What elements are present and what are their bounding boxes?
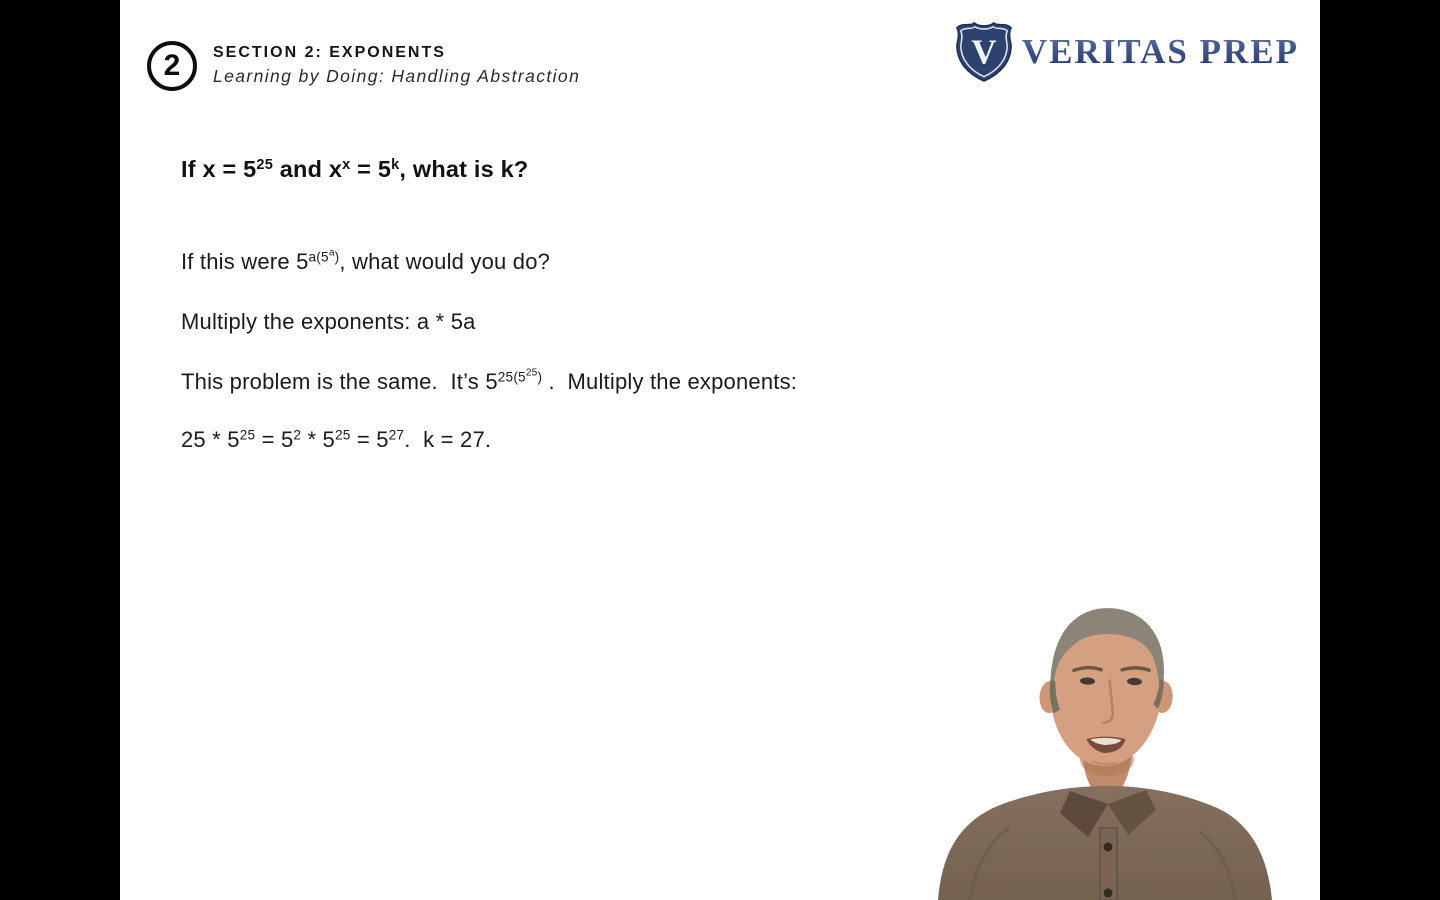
exponent: ) xyxy=(537,369,543,385)
instructor-video xyxy=(930,600,1280,900)
letterbox-left xyxy=(0,0,120,900)
text-segment: = 5 xyxy=(255,427,294,452)
lesson-slide xyxy=(120,0,1320,900)
text-segment: = 5 xyxy=(350,427,389,452)
text-segment: * 5 xyxy=(301,427,335,452)
shield-letter: V xyxy=(971,32,997,72)
shirt-button xyxy=(1104,843,1113,852)
exponent: 25 xyxy=(239,427,256,443)
shirt-button-2 xyxy=(1104,889,1113,898)
text-segment: If x = 5 xyxy=(181,155,257,182)
solution-line-3 xyxy=(181,365,797,399)
solution-line-4 xyxy=(181,423,491,457)
instructor-head xyxy=(1036,605,1177,770)
exponent: 25 xyxy=(256,156,274,173)
exponent: 25(5 xyxy=(497,369,526,385)
section-number-badge xyxy=(147,41,197,91)
text-segment: . k = 27. xyxy=(404,427,492,452)
logo-wordmark: VERITAS PREP xyxy=(1022,19,1299,85)
text-segment: = 5 xyxy=(350,155,392,182)
exponent: a(5 xyxy=(308,249,329,265)
text-segment: 25 * 5 xyxy=(181,427,240,452)
veritas-shield-icon xyxy=(953,19,1015,85)
text-segment: , what would you do? xyxy=(339,249,551,274)
exponent: k xyxy=(391,156,400,173)
veritas-prep-logo xyxy=(953,19,1299,85)
exponent: 25 xyxy=(525,367,538,379)
question-text xyxy=(181,152,528,186)
exponent: a xyxy=(328,247,335,259)
exponent: 27 xyxy=(388,427,405,443)
text-segment: . Multiply the exponents: xyxy=(542,369,798,394)
text-segment: This problem is the same. It’s 5 xyxy=(181,369,498,394)
section-number: 2 xyxy=(163,49,181,82)
exponent: 2 xyxy=(293,427,302,443)
text-segment: and x xyxy=(273,155,343,182)
text-segment: , what is k? xyxy=(399,155,529,182)
text-segment: Multiply the exponents: a * 5a xyxy=(181,309,476,334)
exponent: x xyxy=(342,156,351,173)
section-title: SECTION 2: EXPONENTS xyxy=(213,44,446,61)
exponent: 25 xyxy=(334,427,351,443)
solution-line-1 xyxy=(181,245,550,279)
lesson-subtitle: Learning by Doing: Handling Abstraction xyxy=(213,66,581,86)
exponent: ) xyxy=(334,249,340,265)
solution-line-2 xyxy=(181,305,476,339)
text-segment: If this were 5 xyxy=(181,249,309,274)
letterbox-right xyxy=(1320,0,1440,900)
